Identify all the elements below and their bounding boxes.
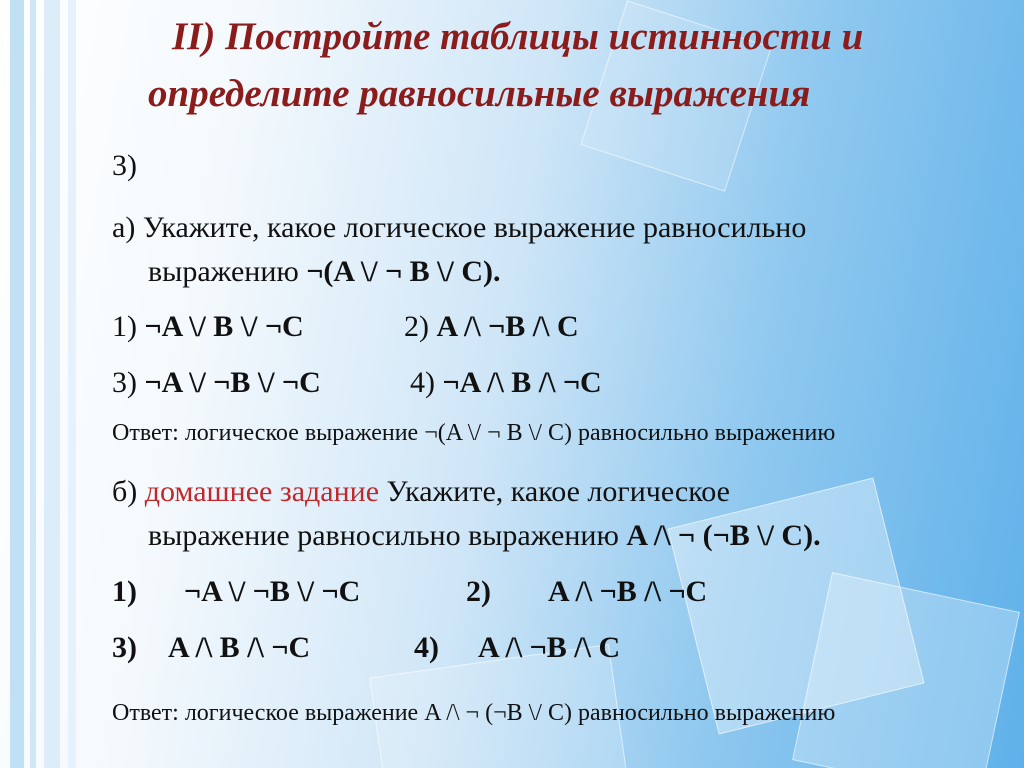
section-number: 3) bbox=[112, 149, 137, 182]
option-expression: ¬A \/ ¬B \/ ¬C bbox=[144, 366, 321, 399]
homework-label: домашнее задание bbox=[144, 475, 380, 508]
option-expression: A /\ ¬B /\ C bbox=[436, 310, 579, 343]
part-a-answer: Ответ: логическое выражение ¬(A \/ ¬ B \/ C) равносильно выражению bbox=[112, 420, 836, 446]
part-a-marker: а) bbox=[112, 211, 136, 244]
option-label: 3) bbox=[112, 366, 145, 399]
part-b-option-1-expression: ¬A \/ ¬B \/ ¬C bbox=[184, 575, 361, 608]
part-a-option-2 bbox=[404, 309, 579, 345]
part-b-expression: A /\ ¬ (¬B \/ C). bbox=[626, 519, 821, 552]
part-b-answer: Ответ: логическое выражение A /\ ¬ (¬B \/ C) равносильно выражению bbox=[112, 700, 836, 726]
part-b-option-1-label: 1) bbox=[112, 575, 137, 608]
part-b-question-text-2: выражение равносильно выражению bbox=[148, 519, 627, 552]
part-a-expression: ¬(A \/ ¬ B \/ C). bbox=[306, 255, 501, 288]
option-label: 4) bbox=[410, 366, 443, 399]
part-b-question-text: Укажите, какое логическое bbox=[379, 475, 730, 508]
option-expression: ¬A \/ B \/ ¬C bbox=[144, 310, 304, 343]
part-b-marker: б) bbox=[112, 475, 145, 508]
part-b-option-3-expression: A /\ B /\ ¬C bbox=[168, 631, 311, 664]
option-label: 2) bbox=[404, 310, 437, 343]
option-expression: ¬A /\ B /\ ¬C bbox=[442, 366, 602, 399]
part-a-question-line-2 bbox=[148, 254, 501, 290]
slide-title-line-2: определите равносильные выражения bbox=[148, 72, 811, 115]
part-b-option-3-label: 3) bbox=[112, 631, 137, 664]
slide-title-line-1: II) Постройте таблицы истинности и bbox=[172, 15, 864, 58]
part-a-option-1 bbox=[112, 309, 304, 345]
option-label: 1) bbox=[112, 310, 145, 343]
part-b-option-2-expression: A /\ ¬B /\ ¬C bbox=[548, 575, 708, 608]
part-a-question-line-1 bbox=[112, 210, 806, 246]
part-b-question-line-1 bbox=[112, 474, 730, 510]
part-a-option-3 bbox=[112, 365, 321, 401]
part-a-question-text-2: выражению bbox=[148, 255, 307, 288]
part-b-option-4-expression: A /\ ¬B /\ C bbox=[478, 631, 621, 664]
part-b-question-line-2 bbox=[148, 518, 821, 554]
part-b-option-2-label: 2) bbox=[466, 575, 491, 608]
part-a-option-4 bbox=[410, 365, 602, 401]
part-b-option-4-label: 4) bbox=[414, 631, 439, 664]
part-a-question-text: Укажите, какое логическое выражение равносильно bbox=[142, 211, 807, 244]
